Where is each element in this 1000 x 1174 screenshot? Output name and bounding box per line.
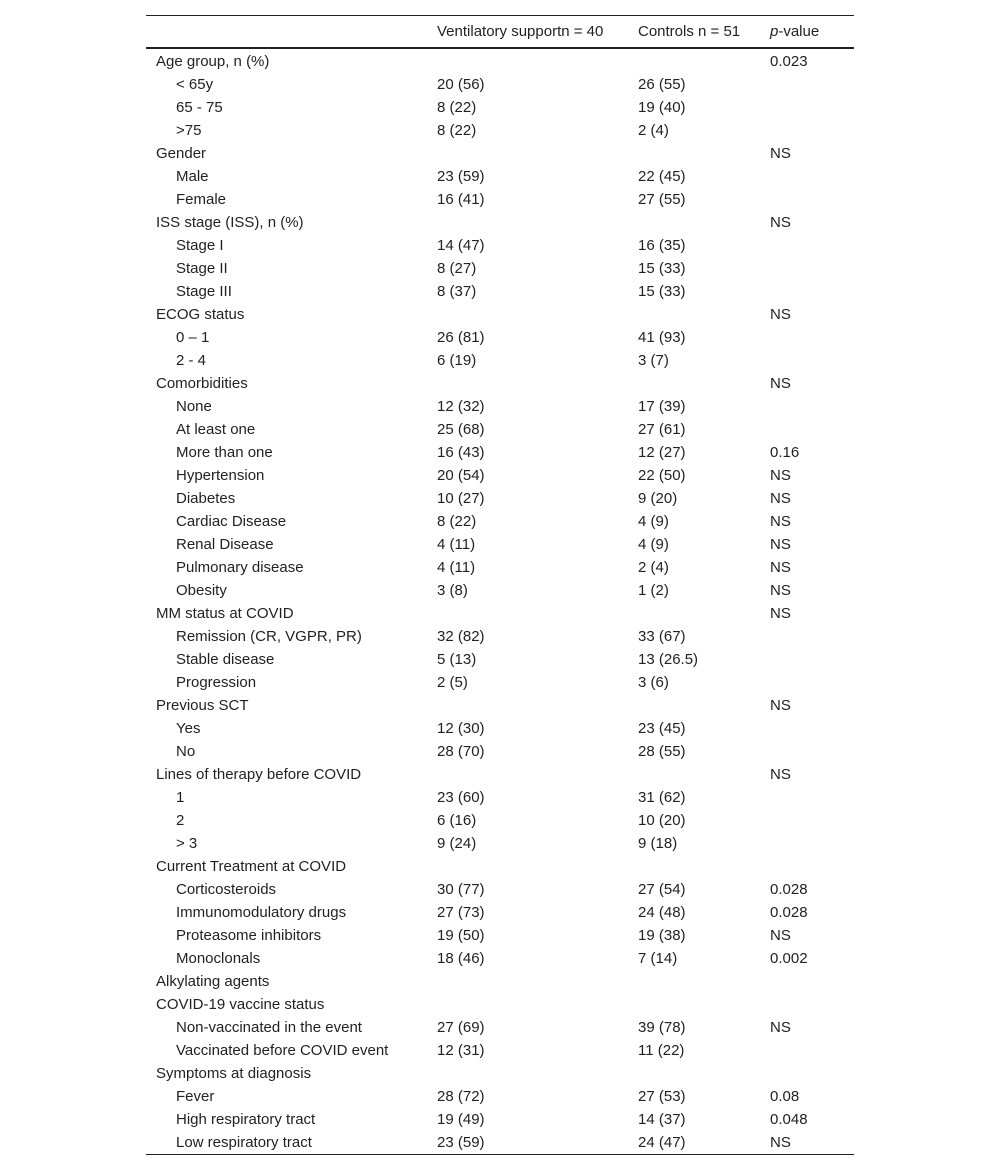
controls-value: 12 (27): [638, 444, 686, 461]
ventilatory-value: 8 (37): [437, 283, 477, 300]
p-value: 0.002: [770, 950, 808, 967]
table-row: [146, 1131, 854, 1155]
controls-value: 16 (35): [638, 237, 686, 254]
row-label: Obesity: [176, 582, 227, 599]
p-value: [770, 418, 854, 441]
p-value: 0.16: [770, 444, 800, 461]
controls-value: 2 (4): [638, 122, 669, 139]
header-variable: [146, 16, 437, 49]
header-p-italic: p: [770, 23, 779, 40]
p-value: [770, 234, 854, 257]
controls-value: 17 (39): [638, 398, 686, 415]
p-value: [770, 119, 854, 142]
ventilatory-value: 5 (13): [437, 651, 477, 668]
table-row: [146, 234, 854, 257]
controls-value: 4 (9): [638, 513, 669, 530]
ventilatory-value: 30 (77): [437, 881, 485, 898]
ventilatory-value: 4 (11): [437, 559, 476, 576]
controls-value: 3 (6): [638, 674, 669, 691]
table-row: [146, 809, 854, 832]
ventilatory-value: [437, 602, 638, 625]
ventilatory-value: 20 (56): [437, 76, 485, 93]
table-row: [146, 1039, 854, 1062]
controls-value: [638, 763, 770, 786]
controls-value: [638, 142, 770, 165]
p-value: NS: [770, 536, 791, 553]
ventilatory-value: 19 (50): [437, 927, 485, 944]
table-row: [146, 740, 854, 763]
table-row: [146, 165, 854, 188]
p-value: [770, 970, 854, 993]
p-value: NS: [770, 490, 791, 507]
table-section-row: [146, 855, 854, 878]
row-label: None: [176, 398, 212, 415]
table-row: [146, 625, 854, 648]
characteristics-table: [146, 15, 854, 1155]
controls-value: 22 (50): [638, 467, 686, 484]
ventilatory-value: 12 (31): [437, 1042, 485, 1059]
controls-value: [638, 970, 770, 993]
ventilatory-value: [437, 763, 638, 786]
table-section-row: [146, 602, 854, 625]
controls-value: 3 (7): [638, 352, 669, 369]
row-label: 1: [176, 789, 185, 806]
p-value: [770, 73, 854, 96]
ventilatory-value: [437, 211, 638, 234]
controls-value: 2 (4): [638, 559, 669, 576]
table-row: [146, 96, 854, 119]
row-label: Progression: [176, 674, 257, 691]
header-p-value: [770, 16, 854, 49]
ventilatory-value: [437, 993, 638, 1016]
table-section-row: [146, 303, 854, 326]
p-value: NS: [770, 214, 791, 231]
ventilatory-value: [437, 970, 638, 993]
table-section-row: [146, 372, 854, 395]
table-section-row: [146, 993, 854, 1016]
table-row: [146, 73, 854, 96]
header-controls: Controls n = 51: [638, 23, 741, 40]
row-label: Stage III: [176, 283, 232, 300]
table-section-row: [146, 970, 854, 993]
ventilatory-value: 32 (82): [437, 628, 485, 645]
row-label: Monoclonals: [176, 950, 261, 967]
table-section-row: [146, 142, 854, 165]
table-row: [146, 947, 854, 970]
ventilatory-value: 8 (22): [437, 513, 477, 530]
table-row: [146, 671, 854, 694]
row-label: Hypertension: [176, 467, 265, 484]
ventilatory-value: 8 (27): [437, 260, 477, 277]
ventilatory-value: [437, 694, 638, 717]
row-label: Low respiratory tract: [176, 1134, 312, 1151]
table-section-row: [146, 48, 854, 73]
controls-value: 9 (20): [638, 490, 678, 507]
table-row: [146, 1016, 854, 1039]
ventilatory-value: [437, 1062, 638, 1085]
row-label: 2 - 4: [176, 352, 207, 369]
ventilatory-value: 2 (5): [437, 674, 468, 691]
table-row: [146, 832, 854, 855]
controls-value: 39 (78): [638, 1019, 686, 1036]
table-row: [146, 441, 854, 464]
table-row: [146, 579, 854, 602]
controls-value: 24 (48): [638, 904, 686, 921]
p-value: [770, 809, 854, 832]
table-body: [146, 48, 854, 1155]
row-label: Gender: [156, 145, 207, 162]
table-row: [146, 924, 854, 947]
table-section-row: [146, 1062, 854, 1085]
table-row: [146, 786, 854, 809]
row-label: 65 - 75: [176, 99, 223, 116]
p-value: 0.023: [770, 53, 808, 70]
controls-value: 11 (22): [638, 1042, 685, 1059]
table-row: [146, 901, 854, 924]
controls-value: 24 (47): [638, 1134, 686, 1151]
row-label: Stable disease: [176, 651, 275, 668]
row-label: High respiratory tract: [176, 1111, 316, 1128]
ventilatory-value: [437, 142, 638, 165]
row-label: ECOG status: [156, 306, 245, 323]
table-row: [146, 1085, 854, 1108]
row-label: More than one: [176, 444, 273, 461]
row-label: Corticosteroids: [176, 881, 277, 898]
table-row: [146, 418, 854, 441]
row-label: > 3: [176, 835, 198, 852]
ventilatory-value: [437, 48, 638, 73]
controls-value: [638, 694, 770, 717]
p-value: [770, 165, 854, 188]
row-label: < 65y: [176, 76, 214, 93]
row-label: Current Treatment at COVID: [156, 858, 347, 875]
row-label: Cardiac Disease: [176, 513, 287, 530]
ventilatory-value: 23 (59): [437, 1134, 485, 1151]
row-label: Stage II: [176, 260, 228, 277]
p-value: [770, 96, 854, 119]
controls-value: 27 (55): [638, 191, 686, 208]
controls-value: [638, 372, 770, 395]
ventilatory-value: 16 (41): [437, 191, 485, 208]
controls-value: 31 (62): [638, 789, 686, 806]
ventilatory-value: 20 (54): [437, 467, 485, 484]
p-value: [770, 349, 854, 372]
characteristics-table-container: [146, 15, 854, 1155]
controls-value: 19 (40): [638, 99, 686, 116]
p-value: [770, 326, 854, 349]
ventilatory-value: 3 (8): [437, 582, 468, 599]
header-row: [146, 16, 854, 49]
table-row: [146, 280, 854, 303]
table-row: [146, 717, 854, 740]
controls-value: [638, 1062, 770, 1085]
p-value: 0.048: [770, 1111, 808, 1128]
p-value: 0.08: [770, 1088, 800, 1105]
p-value: NS: [770, 605, 791, 622]
table-row: [146, 487, 854, 510]
ventilatory-value: 6 (16): [437, 812, 477, 829]
p-value: [770, 188, 854, 211]
row-label: Non-vaccinated in the event: [176, 1019, 362, 1036]
row-label: 2: [176, 812, 185, 829]
ventilatory-value: 9 (24): [437, 835, 477, 852]
row-label: MM status at COVID: [156, 605, 294, 622]
table-row: [146, 257, 854, 280]
row-label: Vaccinated before COVID event: [176, 1042, 389, 1059]
ventilatory-value: 23 (60): [437, 789, 485, 806]
ventilatory-value: 4 (11): [437, 536, 476, 553]
controls-value: 1 (2): [638, 582, 669, 599]
ventilatory-value: 8 (22): [437, 122, 477, 139]
controls-value: 19 (38): [638, 927, 686, 944]
p-value: NS: [770, 559, 791, 576]
p-value: NS: [770, 375, 791, 392]
p-value: [770, 625, 854, 648]
row-label: No: [176, 743, 196, 760]
controls-value: 4 (9): [638, 536, 669, 553]
table-row: [146, 648, 854, 671]
ventilatory-value: 16 (43): [437, 444, 485, 461]
ventilatory-value: 14 (47): [437, 237, 485, 254]
controls-value: [638, 211, 770, 234]
row-label: Age group, n (%): [156, 53, 270, 70]
controls-value: 27 (61): [638, 421, 686, 438]
controls-value: 13 (26.5): [638, 651, 699, 668]
ventilatory-value: 8 (22): [437, 99, 477, 116]
controls-value: 41 (93): [638, 329, 686, 346]
p-value: [770, 855, 854, 878]
header-ventilatory-support: Ventilatory supportn = 40: [437, 23, 604, 40]
controls-value: [638, 602, 770, 625]
p-value: [770, 832, 854, 855]
table-row: [146, 878, 854, 901]
row-label: Alkylating agents: [156, 973, 270, 990]
p-value: NS: [770, 467, 791, 484]
ventilatory-value: 18 (46): [437, 950, 485, 967]
ventilatory-value: 19 (49): [437, 1111, 485, 1128]
row-label: Remission (CR, VGPR, PR): [176, 628, 362, 645]
p-value: [770, 257, 854, 280]
controls-value: 14 (37): [638, 1111, 686, 1128]
row-label: Diabetes: [176, 490, 236, 507]
p-value: [770, 648, 854, 671]
table-row: [146, 119, 854, 142]
ventilatory-value: [437, 303, 638, 326]
p-value: [770, 395, 854, 418]
table-row: [146, 510, 854, 533]
table-row: [146, 464, 854, 487]
row-label: Symptoms at diagnosis: [156, 1065, 312, 1082]
table-section-row: [146, 763, 854, 786]
controls-value: 33 (67): [638, 628, 686, 645]
ventilatory-value: 27 (73): [437, 904, 485, 921]
controls-value: 15 (33): [638, 283, 686, 300]
row-label: Comorbidities: [156, 375, 248, 392]
table-row: [146, 556, 854, 579]
table-row: [146, 349, 854, 372]
header-p-rest: -value: [778, 23, 820, 40]
p-value: [770, 671, 854, 694]
table-header: [146, 16, 854, 49]
table-section-row: [146, 211, 854, 234]
controls-value: 22 (45): [638, 168, 686, 185]
p-value: 0.028: [770, 881, 808, 898]
row-label: At least one: [176, 421, 256, 438]
table-row: [146, 533, 854, 556]
p-value: [770, 1062, 854, 1085]
row-label: Renal Disease: [176, 536, 274, 553]
controls-value: [638, 993, 770, 1016]
p-value: [770, 993, 854, 1016]
controls-value: 26 (55): [638, 76, 686, 93]
controls-value: 27 (53): [638, 1088, 686, 1105]
p-value: [770, 786, 854, 809]
p-value: [770, 280, 854, 303]
row-label: Yes: [176, 720, 201, 737]
row-label: Immunomodulatory drugs: [176, 904, 347, 921]
row-label: Lines of therapy before COVID: [156, 766, 362, 783]
controls-value: [638, 303, 770, 326]
p-value: NS: [770, 697, 791, 714]
controls-value: 23 (45): [638, 720, 686, 737]
controls-value: 15 (33): [638, 260, 686, 277]
p-value: NS: [770, 1019, 791, 1036]
row-label: Female: [176, 191, 227, 208]
ventilatory-value: 12 (30): [437, 720, 485, 737]
controls-value: 28 (55): [638, 743, 686, 760]
ventilatory-value: [437, 372, 638, 395]
controls-value: [638, 855, 770, 878]
p-value: NS: [770, 766, 791, 783]
controls-value: [638, 48, 770, 73]
row-label: ISS stage (ISS), n (%): [156, 214, 304, 231]
p-value: [770, 1039, 854, 1062]
ventilatory-value: 26 (81): [437, 329, 485, 346]
row-label: >75: [176, 122, 202, 139]
controls-value: 9 (18): [638, 835, 678, 852]
table-section-row: [146, 694, 854, 717]
controls-value: 10 (20): [638, 812, 686, 829]
controls-value: 27 (54): [638, 881, 686, 898]
ventilatory-value: 25 (68): [437, 421, 485, 438]
p-value: NS: [770, 145, 791, 162]
row-label: Male: [176, 168, 209, 185]
table-row: [146, 326, 854, 349]
table-row: [146, 1108, 854, 1131]
ventilatory-value: 23 (59): [437, 168, 485, 185]
ventilatory-value: 28 (72): [437, 1088, 485, 1105]
table-row: [146, 188, 854, 211]
row-label: Previous SCT: [156, 697, 249, 714]
row-label: 0 – 1: [176, 329, 210, 346]
row-label: Stage I: [176, 237, 224, 254]
p-value: NS: [770, 582, 791, 599]
p-value: [770, 717, 854, 740]
p-value: NS: [770, 1134, 791, 1151]
ventilatory-value: 10 (27): [437, 490, 485, 507]
p-value: [770, 740, 854, 763]
controls-value: 7 (14): [638, 950, 678, 967]
p-value: NS: [770, 306, 791, 323]
ventilatory-value: 6 (19): [437, 352, 477, 369]
ventilatory-value: [437, 855, 638, 878]
row-label: Proteasome inhibitors: [176, 927, 322, 944]
row-label: COVID-19 vaccine status: [156, 996, 325, 1013]
p-value: NS: [770, 927, 791, 944]
ventilatory-value: 27 (69): [437, 1019, 485, 1036]
p-value: 0.028: [770, 904, 808, 921]
table-row: [146, 395, 854, 418]
row-label: Pulmonary disease: [176, 559, 304, 576]
ventilatory-value: 12 (32): [437, 398, 485, 415]
p-value: NS: [770, 513, 791, 530]
ventilatory-value: 28 (70): [437, 743, 485, 760]
row-label: Fever: [176, 1088, 215, 1105]
